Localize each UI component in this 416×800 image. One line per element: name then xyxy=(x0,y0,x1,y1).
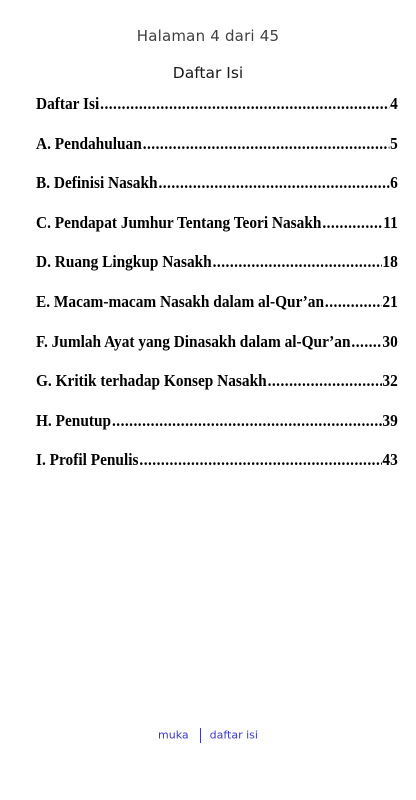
toc-entry-profil-penulis[interactable] xyxy=(36,445,398,485)
toc-entry-label: I. Profil Penulis xyxy=(36,450,139,470)
toc-leader-dots xyxy=(112,406,382,436)
toc-leader-dots xyxy=(322,208,382,238)
toc-leader-dots xyxy=(213,247,382,277)
footer-nav xyxy=(0,728,416,743)
toc-entry-label: C. Pendapat Jumhur Tentang Teori Nasakh xyxy=(36,212,322,232)
toc-entry-label: E. Macam-macam Nasakh dalam al-Qur’an xyxy=(36,291,324,311)
toc-entry-label: B. Definisi Nasakh xyxy=(36,173,158,193)
toc-entry-page: 32 xyxy=(382,371,398,391)
toc-entry-pendapat-jumhur[interactable] xyxy=(36,208,398,248)
toc-entry-daftar-isi[interactable] xyxy=(36,89,398,129)
toc-entry-page: 39 xyxy=(382,410,398,430)
toc-entry-kritik[interactable] xyxy=(36,366,398,406)
toc-entry-definisi-nasakh[interactable] xyxy=(36,168,398,208)
toc-title: Daftar Isi xyxy=(172,64,244,82)
toc-entry-pendahuluan[interactable] xyxy=(36,129,398,169)
nav-separator xyxy=(200,728,201,743)
toc-entry-label: Daftar Isi xyxy=(36,94,100,113)
toc-leader-dots xyxy=(268,366,382,396)
toc-entry-page: 11 xyxy=(383,212,398,232)
toc-entry-page: 30 xyxy=(382,331,398,351)
toc-leader-dots xyxy=(139,445,381,475)
toc-entry-page: 5 xyxy=(390,133,398,153)
table-of-contents xyxy=(36,89,398,485)
toc-link[interactable]: daftar isi xyxy=(209,728,258,742)
toc-leader-dots xyxy=(143,129,389,159)
toc-entry-macam-macam[interactable] xyxy=(36,287,398,327)
home-link[interactable]: muka xyxy=(158,728,189,742)
toc-entry-penutup[interactable] xyxy=(36,406,398,446)
toc-entry-page: 21 xyxy=(382,291,398,311)
toc-entry-label: D. Ruang Lingkup Nasakh xyxy=(36,252,212,272)
toc-leader-dots xyxy=(100,89,389,119)
toc-leader-dots xyxy=(158,168,389,198)
toc-entry-ruang-lingkup[interactable] xyxy=(36,247,398,287)
toc-entry-label: F. Jumlah Ayat yang Dinasakh dalam al-Qur’an xyxy=(36,331,351,351)
toc-entry-page: 18 xyxy=(382,252,398,272)
toc-entry-label: H. Penutup xyxy=(36,410,112,430)
toc-entry-jumlah-ayat[interactable] xyxy=(36,327,398,367)
toc-entry-label: A. Pendahuluan xyxy=(36,133,142,153)
toc-leader-dots xyxy=(325,287,382,317)
toc-entry-label: G. Kritik terhadap Konsep Nasakh xyxy=(36,371,267,391)
toc-entry-page: 4 xyxy=(390,94,398,113)
toc-leader-dots xyxy=(351,327,381,357)
page-indicator: Halaman 4 dari 45 xyxy=(136,27,280,45)
toc-entry-page: 6 xyxy=(390,173,398,193)
toc-entry-page: 43 xyxy=(382,450,398,470)
